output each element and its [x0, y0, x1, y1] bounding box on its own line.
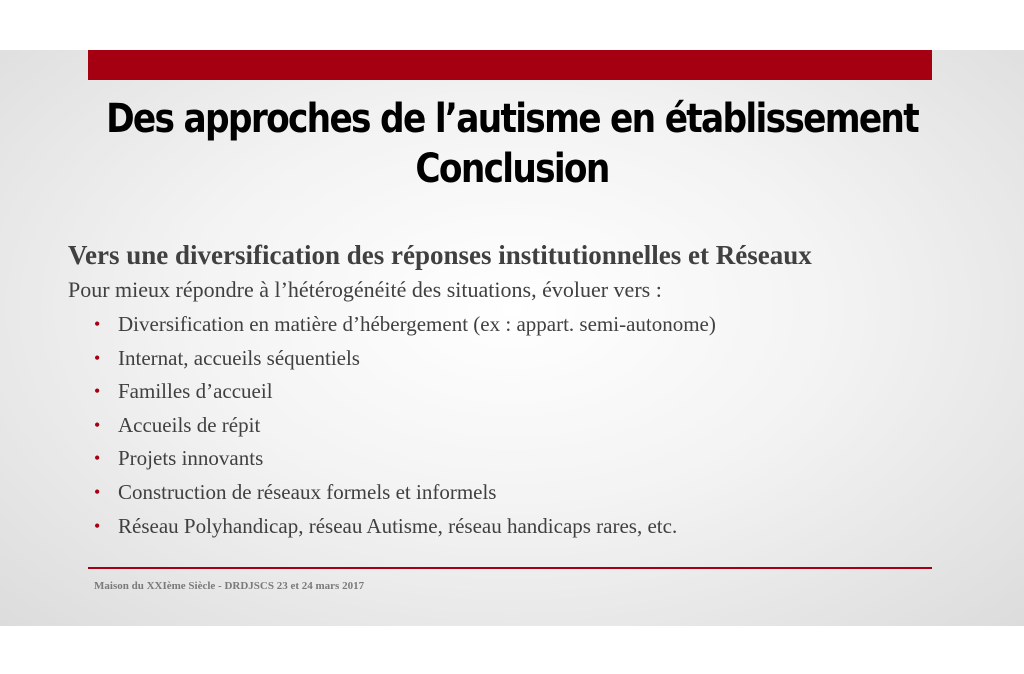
list-item: [94, 510, 968, 544]
footer-text: Maison du XXIème Siècle - DRDJSCS 23 et 24 mars 2017: [94, 580, 365, 592]
bullet-icon: •: [94, 314, 101, 334]
bullet-icon: •: [94, 414, 101, 435]
footer-divider: [88, 567, 932, 569]
list-item-text: Familles d’accueil: [118, 379, 273, 404]
slide: [0, 50, 1024, 626]
bullet-list: [68, 308, 968, 543]
slide-title: [106, 94, 918, 194]
bullet-icon: •: [94, 515, 101, 536]
bullet-icon: •: [94, 347, 101, 368]
list-item: [94, 308, 968, 342]
bullet-icon: •: [94, 448, 101, 469]
bullet-icon: •: [94, 481, 101, 502]
list-item-text: Réseau Polyhandicap, réseau Autisme, réseau handicaps rares, etc.: [118, 513, 678, 538]
intro-text: Pour mieux répondre à l’hétérogénéité des situations, évoluer vers :: [68, 277, 662, 302]
subheading: Vers une diversification des réponses institutionnelles et Réseaux: [68, 240, 812, 270]
list-item: [94, 409, 968, 443]
title-line-2: Conclusion: [415, 146, 609, 192]
list-item-text: Projets innovants: [118, 446, 264, 471]
top-accent-bar: [88, 50, 932, 80]
list-item-text: Internat, accueils séquentiels: [118, 345, 360, 370]
list-item: [94, 342, 968, 376]
list-item: [94, 375, 968, 409]
bullet-icon: •: [94, 381, 101, 402]
list-item-text: Diversification en matière d’hébergement (ex : appart. semi-autonome): [118, 312, 716, 336]
list-item-text: Construction de réseaux formels et informels: [118, 479, 497, 504]
list-item-text: Accueils de répit: [118, 412, 261, 437]
list-item: [94, 476, 968, 510]
list-item: [94, 442, 968, 476]
slide-content: [68, 238, 968, 543]
title-line-1: Des approches de l’autisme en établissement: [106, 96, 918, 142]
